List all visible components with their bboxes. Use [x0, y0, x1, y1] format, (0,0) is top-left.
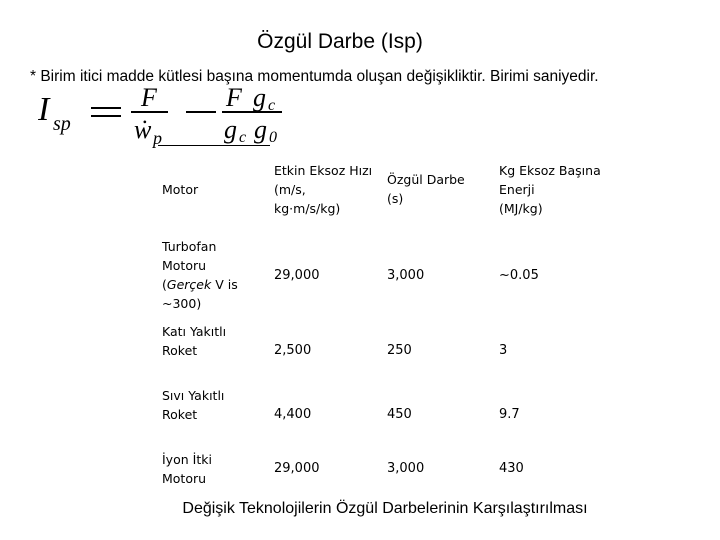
table-row-turbofan-energy: ~0.05 [499, 268, 539, 283]
header-motor: Motor [162, 182, 199, 197]
table-row-turbofan-isp: 3,000 [387, 268, 425, 283]
formula-f2-num: F [226, 86, 242, 112]
table-row-turbofan-velocity: 29,000 [274, 268, 320, 283]
table-row-ion-energy: 430 [499, 461, 524, 476]
table-row-liquid-motor: Sıvı Yakıtlı Roket [162, 388, 225, 422]
table-row-liquid-energy: 9.7 [499, 407, 520, 422]
table-row-solid-isp: 250 [387, 343, 412, 358]
formula-f2-num-sym: g [253, 86, 266, 112]
definition-text: * Birim itici madde kütlesi başına momentumda oluşan değişikliktir. Birimi saniyedir. [30, 68, 599, 85]
table-row-ion-motor: İyon İtki Motoru [162, 452, 212, 486]
table-row-ion-velocity: 29,000 [274, 461, 320, 476]
table-row-solid-velocity: 2,500 [274, 343, 312, 358]
formula-f1-den-sub: p [153, 128, 162, 148]
formula-lhs: I [38, 91, 50, 128]
table-row-turbofan-motor: Turbofan Motoru (Gerçek V is ~300) [162, 239, 238, 311]
table-row-ion-isp: 3,000 [387, 461, 425, 476]
table-row-solid-energy: 3 [499, 343, 508, 358]
slide-title: Özgül Darbe (Isp) [257, 30, 423, 53]
header-energy-per-kg: Kg Eksoz Başına Enerji (MJ/kg) [499, 163, 601, 216]
table-caption: Değişik Teknolojilerin Özgül Darbelerinin Karşılaştırılması [182, 500, 588, 517]
table-row-liquid-isp: 450 [387, 407, 412, 422]
formula-f2-den-sub: c [239, 129, 247, 146]
formula-lhs-sub: sp [53, 113, 71, 135]
formula-f2-den2-sub: 0 [269, 129, 277, 146]
formula-f2-den: g [224, 115, 237, 144]
header-exhaust-velocity: Etkin Eksoz Hızı (m/s, kg·m/s/kg) [274, 163, 373, 216]
formula-f1-num: F [141, 86, 157, 112]
table-row-solid-motor: Katı Yakıtlı Roket [162, 324, 227, 358]
formula-f1-den: ẇ [134, 115, 152, 144]
header-specific-impulse: Özgül Darbe (s) [387, 172, 465, 206]
formula-f2-den2: g [254, 115, 267, 144]
formula-f2-num-sub: c [268, 97, 276, 114]
table-row-liquid-velocity: 4,400 [274, 407, 312, 422]
